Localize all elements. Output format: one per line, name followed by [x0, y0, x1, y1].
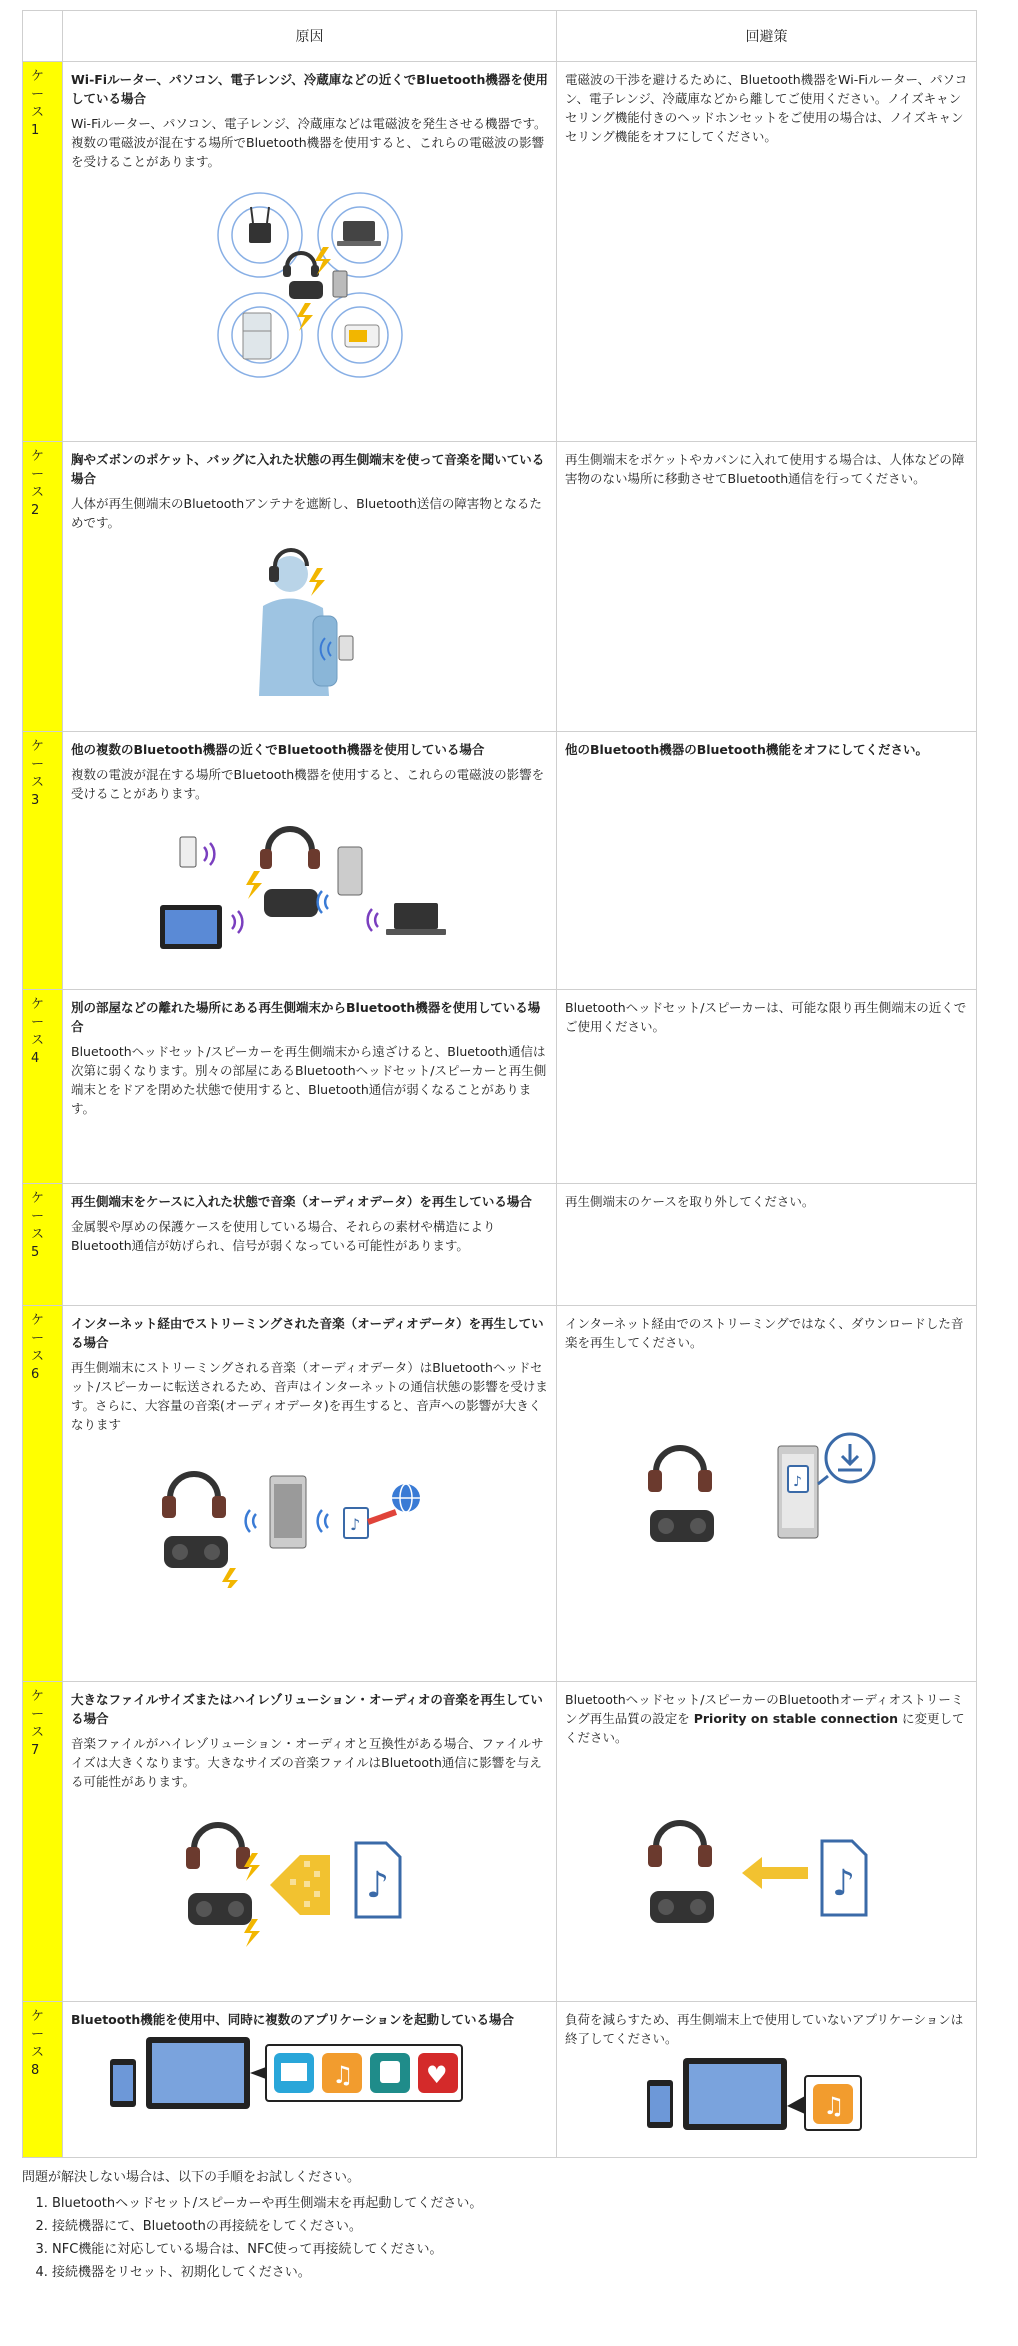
footer-intro: 問題が解決しない場合は、以下の手順をお試しください。: [22, 2170, 361, 2185]
phone-icon: [339, 636, 353, 660]
cause-body: 再生側端末にストリーミングされる音楽（オーディオデータ）はBluetoothヘッドセット/スピーカーに転送されるため、音声はインターネットの通信状態の影響を受けます。さらに、大容量の音楽(オーディオデータ)を再生すると、音声への影響が大きくなります: [71, 1360, 548, 1432]
cause-body: 音楽ファイルがハイレゾリューション・オーディオと互換性がある場合、ファイルサイズは大きくなります。大きなサイズの音楽ファイルはBluetooth通信に影響を与える可能性があります。: [71, 1736, 544, 1789]
cause-title: 別の部屋などの離れた場所にある再生側端末からBluetooth機器を使用している場合: [71, 1000, 541, 1034]
troubleshoot-table: [22, 10, 977, 2158]
warning-bolt-icon: [222, 1568, 238, 1588]
cause-title: Wi-Fiルーター、パソコン、電子レンジ、冷蔵庫などの近くでBluetooth機器を使用している場合: [71, 72, 548, 106]
table-row: [23, 732, 977, 990]
table-header-row: [23, 11, 977, 62]
cause-body: 金属製や厚めの保護ケースを使用している場合、それらの素材や構造によりBluetooth通信が妨げられ、信号が弱くなっている可能性があります。: [71, 1219, 496, 1253]
multiple-apps-illustration: [110, 2035, 510, 2115]
case-label: ケース6: [23, 1306, 63, 1682]
body-blocking-illustration: [245, 546, 375, 701]
cause-cell: [63, 1306, 557, 1682]
cause-body: 複数の電波が混在する場所でBluetooth機器を使用すると、これらの電磁波の影響を受けることがあります。: [71, 767, 545, 801]
cause-cell: [63, 1682, 557, 2002]
laptop-icon: [343, 221, 375, 241]
table-row: [23, 62, 977, 442]
case-label: ケース1: [23, 62, 63, 442]
fix-text: Bluetoothヘッドセット/スピーカーのBluetoothオーディオストリーミング再生品質の設定を Priority on stable connection に変更してください。: [565, 1692, 965, 1745]
fix-cell: 電磁波の干渉を避けるために、Bluetooth機器をWi-Fiルーター、パソコン、電子レンジ、冷蔵庫などから離してご使用ください。ノイズキャンセリング機能付きのヘッドホンセットをご使用の場合は、ノイズキャンセリング機能をオフにしてください。: [557, 62, 977, 442]
table-row: [23, 1682, 977, 2002]
case-label: ケース3: [23, 732, 63, 990]
backpack: [313, 616, 337, 686]
phone-icon: [180, 837, 196, 867]
fix-cell: [557, 1306, 977, 1682]
data-stream-arrow: [270, 1855, 330, 1915]
fix-cell: 再生側端末をポケットやカバンに入れて使用する場合は、人体などの障害物のない場所に移動させてBluetooth通信を行ってください。: [557, 442, 977, 732]
table-row: [23, 1306, 977, 1682]
svg-text:♪: ♪: [365, 1865, 389, 1906]
interference-illustration: [205, 185, 415, 385]
case-label: ケース4: [23, 990, 63, 1184]
fix-text: 負荷を減らすため、再生側端末上で使用していないアプリケーションは終了してください。: [565, 2012, 964, 2046]
case-label: ケース7: [23, 1682, 63, 2002]
footer-section: [22, 2168, 482, 2286]
cause-title: 大きなファイルサイズまたはハイレゾリューション・オーディオの音楽を再生している場合: [71, 1692, 543, 1726]
fix-text: インターネット経由でのストリーミングではなく、ダウンロードした音楽を再生してください。: [565, 1316, 964, 1350]
warning-bolt-icon: [246, 871, 262, 899]
cause-cell: [63, 990, 557, 1184]
case-label: ケース8: [23, 2002, 63, 2158]
list-item: 2. 接続機器にて、Bluetoothの再接続をしてください。: [52, 2217, 482, 2237]
warning-bolt-icon: [297, 303, 313, 331]
download-illustration: [642, 1432, 892, 1562]
speaker-icon: [264, 889, 318, 917]
headphone-icon: [170, 1474, 218, 1498]
list-item: 1. Bluetoothヘッドセット/スピーカーや再生側端末を再起動してください。: [52, 2194, 482, 2214]
headphone-icon: [268, 829, 312, 851]
cause-cell: [63, 62, 557, 442]
steps-list: [22, 2194, 482, 2283]
svg-text:♫: ♫: [822, 2092, 845, 2120]
cause-title: インターネット経由でストリーミングされた音楽（オーディオデータ）を再生している場合: [71, 1316, 544, 1350]
svg-text:♪: ♪: [792, 1474, 802, 1490]
svg-text:♪: ♪: [349, 1515, 360, 1534]
single-app-illustration: [647, 2056, 887, 2136]
cause-body: Wi-Fiルーター、パソコン、電子レンジ、冷蔵庫などは電磁波を発生させる機器です。複数の電磁波が混在する場所でBluetooth機器を使用すると、これらの電磁波の影響を受けることがあります。: [71, 116, 547, 169]
fridge-icon: [243, 313, 271, 359]
svg-text:♥: ♥: [425, 2061, 448, 2089]
headphone-icon: [656, 1823, 704, 1847]
case-label: ケース2: [23, 442, 63, 732]
large-file-illustration: [642, 1807, 892, 1937]
cause-title: 他の複数のBluetooth機器の近くでBluetooth機器を使用している場合: [71, 742, 485, 757]
cause-cell: [63, 442, 557, 732]
fix-cell: [557, 1682, 977, 2002]
header-fix: 回避策: [557, 11, 977, 62]
cause-cell: [63, 1184, 557, 1306]
setting-name: Priority on stable connection: [693, 1711, 899, 1726]
table-row: [23, 1184, 977, 1306]
fix-cell: 他のBluetooth機器のBluetooth機能をオフにしてください。: [557, 732, 977, 990]
fix-cell: 再生側端末のケースを取り外してください。: [557, 1184, 977, 1306]
streaming-illustration: [160, 1458, 460, 1588]
cause-body: 人体が再生側端末のBluetoothアンテナを遮断し、Bluetooth送信の障害物となるためです。: [71, 496, 542, 530]
table-row: [23, 2002, 977, 2158]
phone-icon: [338, 847, 362, 895]
router-icon: [249, 223, 271, 243]
table-row: [23, 442, 977, 732]
cause-title: 再生側端末をケースに入れた状態で音楽（オーディオデータ）を再生している場合: [71, 1194, 532, 1209]
multiple-devices-illustration: [160, 817, 460, 957]
fix-cell: [557, 2002, 977, 2158]
headphone-icon: [194, 1825, 242, 1849]
large-file-illustration: [180, 1809, 440, 1949]
fix-cell: Bluetoothヘッドセット/スピーカーは、可能な限り再生側端末の近くでご使用ください。: [557, 990, 977, 1184]
list-item: 4. 接続機器をリセット、初期化してください。: [52, 2263, 482, 2283]
data-stream-arrow: [742, 1857, 808, 1889]
cause-title: Bluetooth機能を使用中、同時に複数のアプリケーションを起動している場合: [71, 2012, 514, 2027]
download-arrow: [368, 1512, 396, 1522]
table-row: [23, 990, 977, 1184]
cause-cell: [63, 2002, 557, 2158]
headphone-icon: [287, 253, 315, 267]
list-item: 3. NFC機能に対応している場合は、NFC使って再接続してください。: [52, 2240, 482, 2260]
laptop-icon: [394, 903, 438, 929]
svg-text:♫: ♫: [331, 2061, 354, 2089]
headphone-icon: [656, 1448, 704, 1472]
header-empty: [23, 11, 63, 62]
cause-title: 胸やズボンのポケット、バッグに入れた状態の再生側端末を使って音楽を聞いている場合: [71, 452, 545, 486]
warning-bolt-icon: [309, 568, 325, 596]
header-cause: 原因: [63, 11, 557, 62]
svg-text:♪: ♪: [831, 1863, 855, 1904]
cause-cell: [63, 732, 557, 990]
phone-icon: [333, 271, 347, 297]
cause-body: Bluetoothヘッドセット/スピーカーを再生側端末から遠ざけると、Bluetooth通信は次第に弱くなります。別々の部屋にあるBluetoothヘッドセット/スピーカーと再生側端末とをドアを閉めた状態で使用すると、Bluetooth通信が弱くなることがあります。: [71, 1044, 547, 1116]
speaker-icon: [289, 281, 323, 299]
case-label: ケース5: [23, 1184, 63, 1306]
